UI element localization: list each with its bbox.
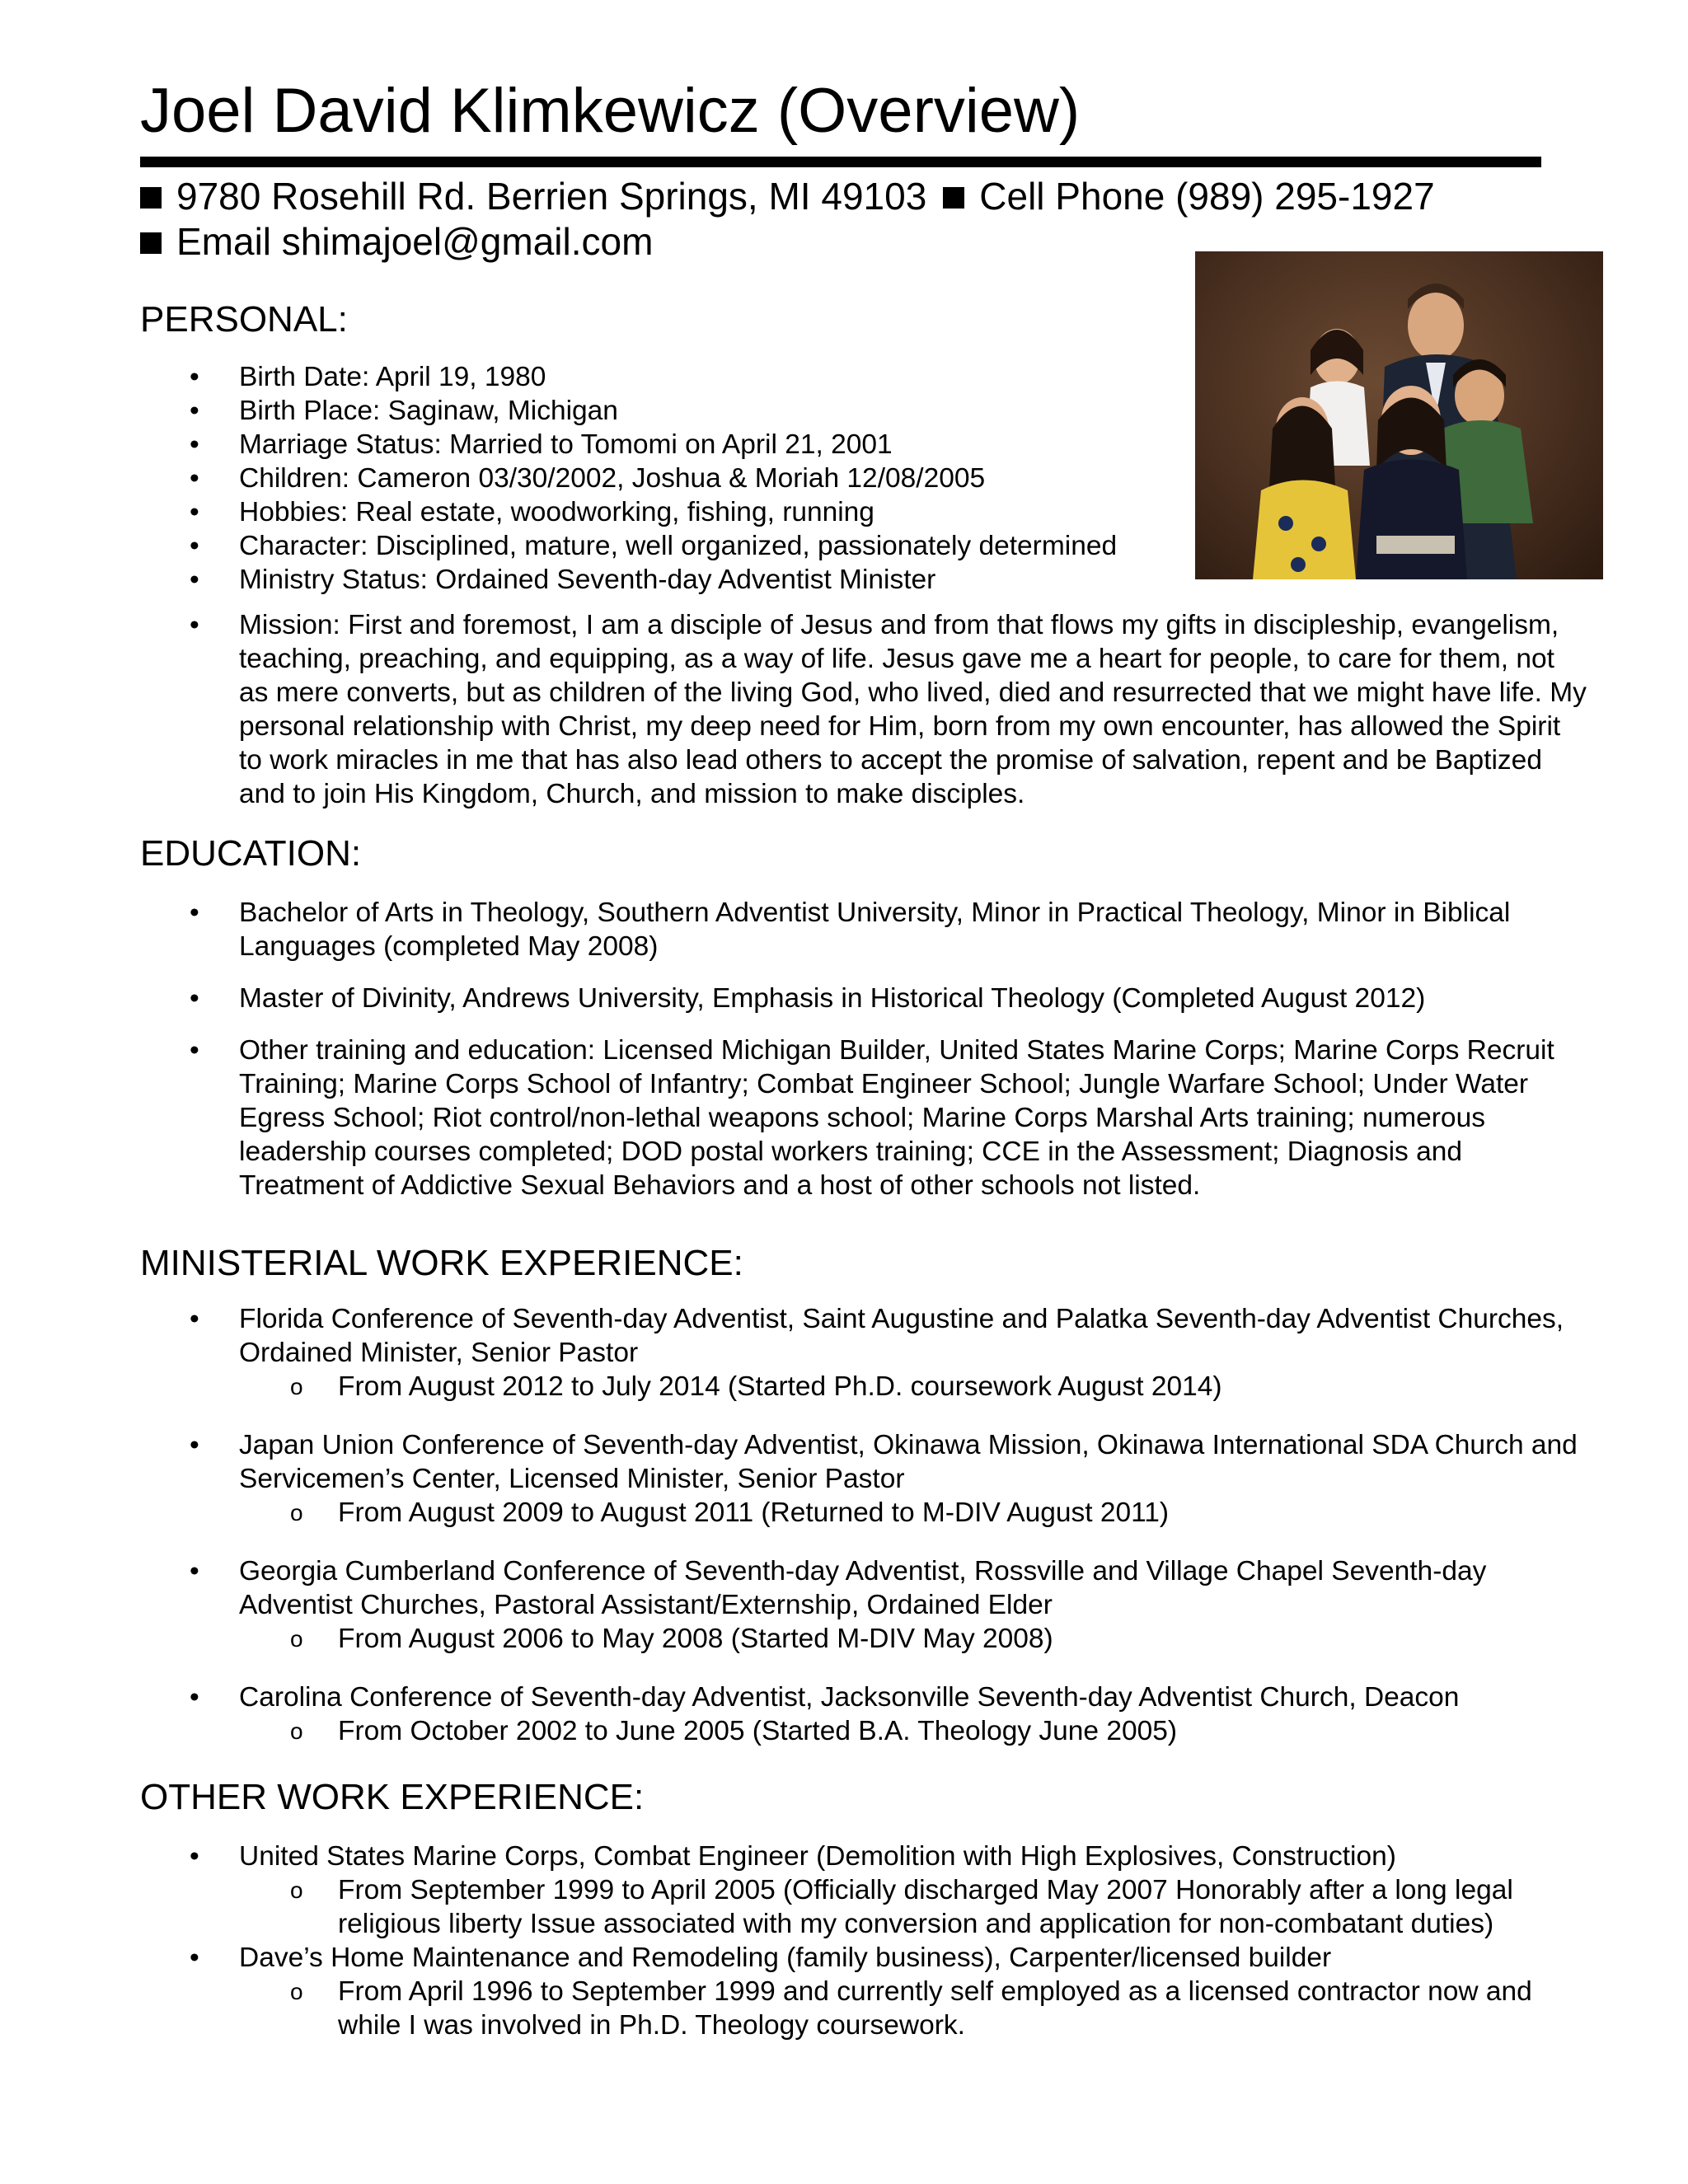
mission-list — [140, 608, 1591, 811]
list-item: • Bachelor of Arts in Theology, Southern Adventist University, Minor in Practical Theology, Minor in Biblical Languages (completed May 2008) — [140, 896, 1591, 963]
email: Email shimajoel@gmail.com — [176, 220, 654, 263]
job-description: Florida Conference of Seventh-day Adventist, Saint Augustine and Palatka Seventh-day Adventist Churches, Ordained Minister, Senior Pastor — [239, 1304, 1564, 1368]
sub-list — [239, 1496, 1591, 1530]
ministerial-list — [140, 1302, 1591, 1748]
list-item: • Ministry Status: Ordained Seventh-day Adventist Minister — [140, 563, 1166, 597]
sub-list — [239, 1975, 1591, 2042]
square-bullet-icon — [943, 187, 964, 209]
other-work-list — [140, 1840, 1591, 2042]
sub-list — [239, 1622, 1591, 1656]
family-photo — [1195, 251, 1603, 579]
list-item: • Birth Place: Saginaw, Michigan — [140, 394, 1166, 428]
list-item: • Children: Cameron 03/30/2002, Joshua & Moriah 12/08/2005 — [140, 462, 1166, 495]
address: 9780 Rosehill Rd. Berrien Springs, MI 49103 — [176, 175, 927, 218]
job-description: Dave’s Home Maintenance and Remodeling (family business), Carpenter/licensed builder — [239, 1943, 1332, 1973]
list-item: • Birth Date: April 19, 1980 — [140, 360, 1166, 394]
section-heading-other: OTHER WORK EXPERIENCE: — [140, 1777, 645, 1817]
list-item — [140, 1428, 1591, 1530]
list-item — [140, 1680, 1591, 1748]
list-item — [140, 1554, 1591, 1656]
education-list — [140, 896, 1591, 1202]
list-item: • Other training and education: Licensed Michigan Builder, United States Marine Corps; Marine Corps Recruit Training; Marine Corps School of Infantry; Combat Engineer School; Jungle Warfare School; Under Water Egress School; Riot control/non-lethal weapons school; Marine Corps Marshal Arts training; numerous leadership courses completed; DOD postal workers training; CCE in the Assessment; Diagnosis and Treatment of Addictive Sexual Behaviors and a host of other schools not listed. — [140, 1033, 1591, 1202]
sub-list-item: o From September 1999 to April 2005 (Officially discharged May 2007 Honorably after a long legal religious liberty Issue associated with my conversion and application for non-combatant duties) — [239, 1873, 1591, 1941]
phone: Cell Phone (989) 295-1927 — [979, 175, 1435, 218]
job-description: United States Marine Corps, Combat Engineer (Demolition with High Explosives, Construction) — [239, 1841, 1396, 1872]
page-title: Joel David Klimkewicz (Overview) — [140, 76, 1081, 146]
section-heading-ministerial: MINISTERIAL WORK EXPERIENCE: — [140, 1243, 743, 1283]
section-heading-education: EDUCATION: — [140, 833, 362, 874]
personal-list — [140, 360, 1166, 597]
sub-list-item: o From August 2006 to May 2008 (Started M-DIV May 2008) — [239, 1622, 1591, 1656]
list-item: • Character: Disciplined, mature, well organized, passionately determined — [140, 529, 1166, 563]
list-item: • Master of Divinity, Andrews University, Emphasis in Historical Theology (Completed August 2012) — [140, 982, 1591, 1015]
sub-list-item: o From April 1996 to September 1999 and currently self employed as a licensed contractor now and while I was involved in Ph.D. Theology coursework. — [239, 1975, 1591, 2042]
list-item-mission: • Mission: First and foremost, I am a disciple of Jesus and from that flows my gifts in discipleship, evangelism, teaching, preaching, and equipping, as a way of life. Jesus gave me a heart for people, to care for them, not as mere converts, but as children of the living God, who lived, died and resurrected that we might have life. My personal relationship with Christ, my deep need for Him, born from my own encounter, has allowed the Spirit to work miracles in me that has also lead others to accept the promise of salvation, repent and be Baptized and to join His Kingdom, Church, and mission to make disciples. — [140, 608, 1591, 811]
square-bullet-icon — [140, 187, 162, 209]
sub-list — [239, 1714, 1591, 1748]
sub-list-item: o From August 2009 to August 2011 (Returned to M-DIV August 2011) — [239, 1496, 1591, 1530]
list-item — [140, 1302, 1591, 1404]
list-item — [140, 1941, 1591, 2042]
job-description: Japan Union Conference of Seventh-day Adventist, Okinawa Mission, Okinawa International SDA Church and Servicemen’s Center, Licensed Minister, Senior Pastor — [239, 1430, 1578, 1494]
contact-line-2 — [140, 218, 653, 265]
family-photo-illustration — [1195, 251, 1603, 579]
section-heading-personal: PERSONAL: — [140, 299, 348, 340]
list-item: • Hobbies: Real estate, woodworking, fishing, running — [140, 495, 1166, 529]
title-rule — [140, 157, 1541, 167]
list-item: • Marriage Status: Married to Tomomi on April 21, 2001 — [140, 428, 1166, 462]
list-item — [140, 1840, 1591, 1941]
job-description: Carolina Conference of Seventh-day Adventist, Jacksonville Seventh-day Adventist Church, Deacon — [239, 1682, 1460, 1713]
sub-list-item: o From August 2012 to July 2014 (Started Ph.D. coursework August 2014) — [239, 1370, 1591, 1404]
sub-list — [239, 1370, 1591, 1404]
contact-line-1 — [140, 173, 1435, 219]
square-bullet-icon — [140, 232, 162, 254]
job-description: Georgia Cumberland Conference of Seventh-day Adventist, Rossville and Village Chapel Seventh-day Adventist Churches, Pastoral Assistant/Externship, Ordained Elder — [239, 1556, 1487, 1620]
sub-list — [239, 1873, 1591, 1941]
sub-list-item: o From October 2002 to June 2005 (Started B.A. Theology June 2005) — [239, 1714, 1591, 1748]
